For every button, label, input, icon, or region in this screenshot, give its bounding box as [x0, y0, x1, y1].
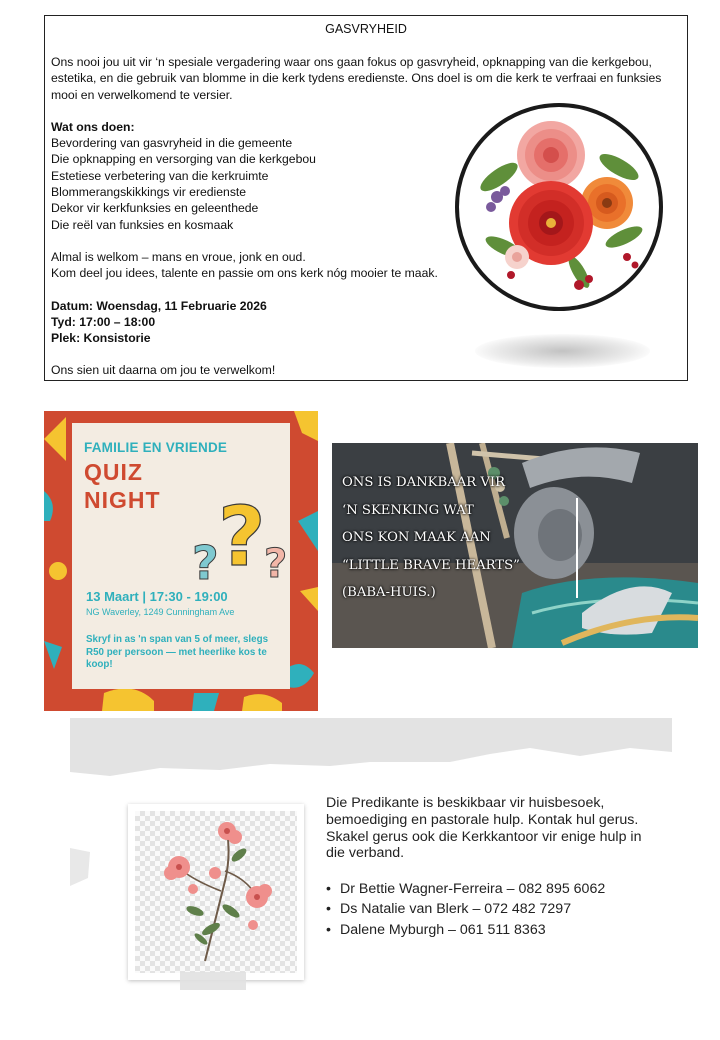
activity-item: Bevordering van gasvryheid in die gemeente — [51, 136, 293, 151]
svg-text:?: ? — [218, 490, 266, 583]
flower-branch-image — [128, 804, 304, 980]
donation-caption — [342, 469, 520, 607]
contact-paragraph: Die Predikante is beskikbaar vir huisbesoek, bemoediging en pastorale hulp. Kontak hul gerus. Skakel gerus ook die Kerkkantoor vir enige hulp in die verband. — [326, 795, 642, 862]
quiz-subtitle: FAMILIE EN VRIENDE — [84, 440, 228, 455]
contact-text — [326, 795, 646, 942]
pastoral-contact-block — [70, 718, 672, 1018]
caption-line: (BABA-HUIS.) — [342, 585, 436, 600]
quiz-info: Skryf in as 'n span van 5 of meer, slegs R50 per persoon — met heerlike kos te koop! — [86, 634, 269, 670]
quiz-title-line1: QUIZ — [84, 459, 143, 485]
blossom-branch-icon — [135, 811, 297, 973]
notice-intro: Ons nooi jou uit vir ‘n spesiale vergadering waar ons gaan fokus op gasvryheid, opknapping van die kerkgebou, estetika, en die gebruik van blomme in die kerk tydens eredienste. Ons doel is om die kerk te verfraai en funksies mooi en verwelkomend te versier. — [51, 55, 662, 102]
contact-person: • Dr Bettie Wagner-Ferreira – 082 895 6062 — [326, 881, 646, 898]
caption-line: “LITTLE BRAVE HEARTS” — [342, 557, 520, 573]
flower-bouquet-image — [455, 103, 663, 311]
quiz-card — [72, 423, 290, 689]
question-marks-icon — [190, 487, 290, 583]
quiz-datetime: 13 Maart | 17:30 - 19:00 — [86, 589, 228, 604]
contact-person: • Dalene Myburgh – 061 511 8363 — [326, 922, 646, 939]
gasvryheid-notice — [44, 15, 688, 381]
caption-line: ONS KON MAAK AAN — [342, 530, 491, 545]
activity-item: Blommerangskikkings vir eredienste — [51, 185, 247, 200]
quiz-venue: NG Waverley, 1249 Cunningham Ave — [86, 607, 235, 617]
caption-line: ‘N SKENKING WAT — [342, 502, 474, 518]
meeting-time: Tyd: 17:00 – 18:00 — [51, 314, 156, 329]
welcome-line: Almal is welkom – mans en vroue, jonk en oud. — [51, 249, 306, 264]
donation-photo — [332, 443, 698, 648]
tape-strip — [180, 972, 246, 990]
quiz-title-line2: NIGHT — [84, 487, 161, 513]
activity-item: Dekor vir kerkfunksies en geleenthede — [51, 201, 259, 216]
quiz-night-poster — [44, 411, 318, 711]
image-shadow — [475, 334, 650, 368]
closing-line: Ons sien uit daarna om jou te verwelkom! — [51, 363, 276, 378]
activity-item: Die opknapping en versorging van die kerkgebou — [51, 152, 316, 167]
caption-line: ONS IS DANKBAAR VIR — [342, 475, 506, 490]
meeting-place: Plek: Konsistorie — [51, 331, 151, 346]
contact-list — [326, 881, 646, 938]
meeting-date: Datum: Woensdag, 11 Februarie 2026 — [51, 298, 267, 313]
welcome-line: Kom deel jou idees, talente en passie om ons kerk nóg mooier te maak. — [51, 266, 438, 281]
svg-text:?: ? — [264, 541, 288, 583]
activity-item: Estetiese verbetering van die kerkruimte — [51, 168, 269, 183]
notice-title: GASVRYHEID — [325, 22, 407, 36]
activities-heading: Wat ons doen: — [51, 119, 135, 134]
svg-text:?: ? — [192, 536, 219, 583]
activity-item: Die reël van funksies en kosmaak — [51, 217, 234, 232]
contact-person: • Ds Natalie van Blerk – 072 482 7297 — [326, 901, 646, 918]
